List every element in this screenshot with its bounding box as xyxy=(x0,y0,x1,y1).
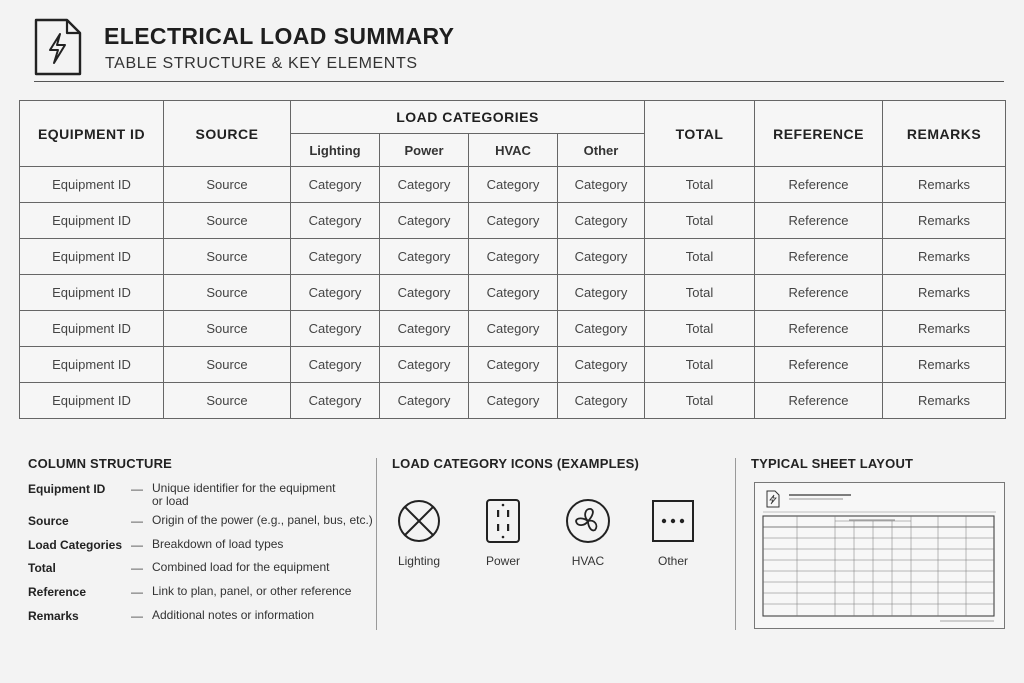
lighting-cross-circle-icon xyxy=(396,498,442,544)
subheader-lighting: Lighting xyxy=(291,134,380,167)
header-total: TOTAL xyxy=(645,101,755,167)
dash-separator: — xyxy=(131,538,143,552)
cell-equipment-id: Equipment ID xyxy=(20,239,164,275)
icon-item-power xyxy=(468,498,538,568)
cell-remarks: Remarks xyxy=(883,275,1006,311)
header-divider xyxy=(34,81,1004,82)
power-outlet-icon xyxy=(480,498,526,544)
table-row xyxy=(20,383,1006,419)
cell-remarks: Remarks xyxy=(883,347,1006,383)
header-remarks: REMARKS xyxy=(883,101,1006,167)
term-label: Total xyxy=(28,561,56,575)
subheader-hvac: HVAC xyxy=(469,134,558,167)
table-row xyxy=(20,167,1006,203)
cell-total: Total xyxy=(645,167,755,203)
icon-label: HVAC xyxy=(571,554,605,568)
cell-equipment-id: Equipment ID xyxy=(20,347,164,383)
term-label: Source xyxy=(28,514,69,528)
cell-lighting: Category xyxy=(291,239,380,275)
cell-lighting: Category xyxy=(291,203,380,239)
dash-separator: — xyxy=(131,514,143,528)
cell-other: Category xyxy=(558,383,645,419)
section-divider xyxy=(376,458,377,630)
cell-lighting: Category xyxy=(291,347,380,383)
cell-equipment-id: Equipment ID xyxy=(20,203,164,239)
other-dots-icon xyxy=(650,498,696,544)
cell-total: Total xyxy=(645,275,755,311)
dash-separator: — xyxy=(131,482,143,496)
subheader-other: Other xyxy=(558,134,645,167)
cell-source: Source xyxy=(164,275,291,311)
cell-power: Category xyxy=(380,347,469,383)
cell-remarks: Remarks xyxy=(883,203,1006,239)
load-summary-table xyxy=(19,100,1006,419)
term-description: Link to plan, panel, or other reference xyxy=(152,584,352,598)
cell-other: Category xyxy=(558,311,645,347)
cell-other: Category xyxy=(558,275,645,311)
icon-label: Lighting xyxy=(397,554,441,568)
cell-source: Source xyxy=(164,203,291,239)
cell-reference: Reference xyxy=(755,275,883,311)
cell-other: Category xyxy=(558,347,645,383)
cell-power: Category xyxy=(380,239,469,275)
cell-other: Category xyxy=(558,239,645,275)
term-description: Origin of the power (e.g., panel, bus, etc.) xyxy=(152,513,373,527)
table-row xyxy=(20,239,1006,275)
term-description: Breakdown of load types xyxy=(152,537,284,551)
cell-hvac: Category xyxy=(469,167,558,203)
cell-power: Category xyxy=(380,203,469,239)
cell-source: Source xyxy=(164,311,291,347)
cell-reference: Reference xyxy=(755,311,883,347)
icon-item-other xyxy=(638,498,708,568)
header-source: SOURCE xyxy=(164,101,291,167)
cell-reference: Reference xyxy=(755,347,883,383)
cell-reference: Reference xyxy=(755,239,883,275)
icon-item-lighting xyxy=(384,498,454,568)
cell-other: Category xyxy=(558,203,645,239)
cell-remarks: Remarks xyxy=(883,239,1006,275)
page-title: ELECTRICAL LOAD SUMMARY xyxy=(104,23,455,49)
cell-lighting: Category xyxy=(291,311,380,347)
cell-reference: Reference xyxy=(755,203,883,239)
cell-power: Category xyxy=(380,275,469,311)
cell-source: Source xyxy=(164,167,291,203)
cell-hvac: Category xyxy=(469,239,558,275)
cell-remarks: Remarks xyxy=(883,383,1006,419)
sheet-layout-thumbnail xyxy=(754,482,1005,629)
cell-total: Total xyxy=(645,383,755,419)
cell-equipment-id: Equipment ID xyxy=(20,383,164,419)
term-label: Reference xyxy=(28,585,87,599)
dash-separator: — xyxy=(131,585,143,599)
table-row xyxy=(20,203,1006,239)
column-structure-title: COLUMN STRUCTURE xyxy=(28,456,173,471)
document-bolt-icon xyxy=(34,18,82,76)
dash-separator: — xyxy=(131,561,143,575)
cell-power: Category xyxy=(380,311,469,347)
cell-remarks: Remarks xyxy=(883,311,1006,347)
cell-hvac: Category xyxy=(469,311,558,347)
term-label: Equipment ID xyxy=(28,482,106,496)
header-load-categories: LOAD CATEGORIES xyxy=(291,101,645,134)
cell-total: Total xyxy=(645,239,755,275)
icon-label: Other xyxy=(657,554,688,568)
cell-lighting: Category xyxy=(291,383,380,419)
header-reference: REFERENCE xyxy=(755,101,883,167)
cell-equipment-id: Equipment ID xyxy=(20,167,164,203)
cell-hvac: Category xyxy=(469,275,558,311)
subheader-power: Power xyxy=(380,134,469,167)
term-description: Combined load for the equipment xyxy=(152,560,330,574)
cell-source: Source xyxy=(164,383,291,419)
term-label: Remarks xyxy=(28,609,79,623)
document-header xyxy=(34,18,1006,82)
section-divider xyxy=(735,458,736,630)
icon-label: Power xyxy=(485,554,520,568)
cell-power: Category xyxy=(380,167,469,203)
cell-reference: Reference xyxy=(755,167,883,203)
header-equipment-id: EQUIPMENT ID xyxy=(20,101,164,167)
term-description: Unique identifier for the equipment or load xyxy=(152,481,336,508)
cell-lighting: Category xyxy=(291,167,380,203)
term-label: Load Categories xyxy=(28,538,123,552)
sheet-thumbnail-image xyxy=(755,483,1004,628)
icons-section-title: LOAD CATEGORY ICONS (EXAMPLES) xyxy=(392,456,639,471)
cell-remarks: Remarks xyxy=(883,167,1006,203)
term-description: Additional notes or information xyxy=(152,608,315,622)
cell-hvac: Category xyxy=(469,383,558,419)
cell-source: Source xyxy=(164,239,291,275)
page-subtitle: TABLE STRUCTURE & KEY ELEMENTS xyxy=(105,55,418,72)
cell-total: Total xyxy=(645,347,755,383)
cell-power: Category xyxy=(380,383,469,419)
table-body xyxy=(20,167,1006,419)
cell-lighting: Category xyxy=(291,275,380,311)
cell-hvac: Category xyxy=(469,347,558,383)
sheet-layout-title: TYPICAL SHEET LAYOUT xyxy=(751,456,914,471)
cell-other: Category xyxy=(558,167,645,203)
table-row xyxy=(20,275,1006,311)
hvac-fan-icon xyxy=(565,498,611,544)
cell-total: Total xyxy=(645,203,755,239)
cell-equipment-id: Equipment ID xyxy=(20,275,164,311)
dash-separator: — xyxy=(131,609,143,623)
cell-equipment-id: Equipment ID xyxy=(20,311,164,347)
icon-item-hvac xyxy=(553,498,623,568)
cell-reference: Reference xyxy=(755,383,883,419)
cell-source: Source xyxy=(164,347,291,383)
cell-hvac: Category xyxy=(469,203,558,239)
cell-total: Total xyxy=(645,311,755,347)
table-row xyxy=(20,311,1006,347)
table-row xyxy=(20,347,1006,383)
